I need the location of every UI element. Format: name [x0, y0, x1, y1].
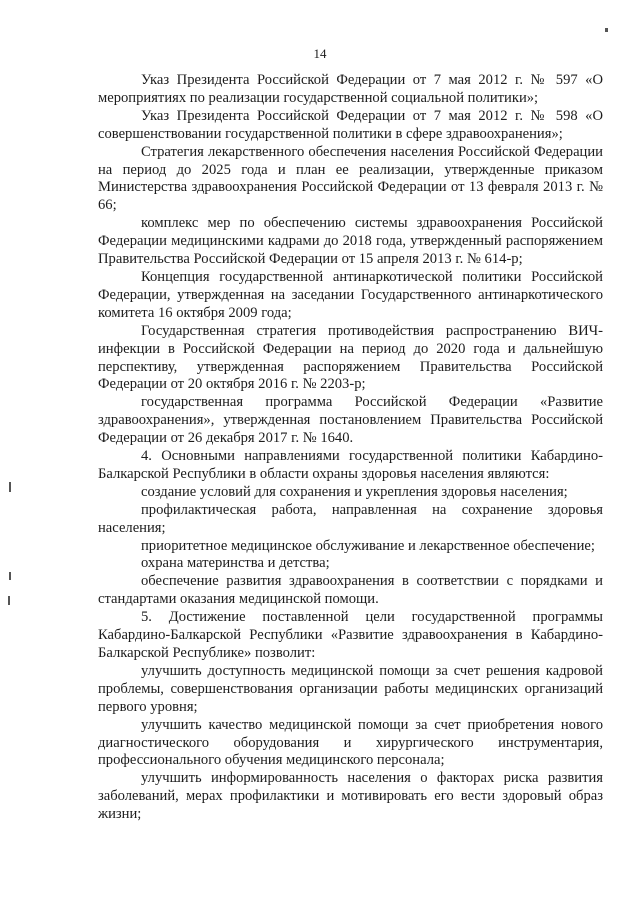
paragraph-goal-achievement: 5. Достижение поставленной цели государственной программы Кабардино-Балкарской Республики «Развитие здравоохранения в Кабардино-Балкарской Республике» позволит: [98, 609, 603, 661]
list-item-prevention: профилактическая работа, направленная на сохранение здоровья населения; [98, 501, 603, 536]
list-item-standards: обеспечение развития здравоохранения в соответствии с порядками и стандартами оказания медицинской помощи. [98, 573, 603, 608]
paragraph-state-program: государственная программа Российской Федерации «Развитие здравоохранения», утвержденная постановлением Правительства Российской Федерации от 26 декабря 2017 г. № 1640. [98, 394, 603, 447]
scan-mark [8, 596, 10, 605]
paragraph-decree-597: Указ Президента Российской Федерации от 7 мая 2012 г. № 597 «О мероприятиях по реализации государственной социальной политики»; [98, 72, 603, 106]
list-item-quality: улучшить качество медицинской помощи за счет приобретения нового диагностического оборудования и хирургического инструментария, профессионального обучения медицинского персонала; [98, 716, 603, 769]
page-number: 14 [313, 46, 327, 61]
paragraph-drug-strategy: Стратегия лекарственного обеспечения населения Российской Федерации на период до 2025 года и план ее реализации, утвержденные приказом Министерства здравоохранения Российской Федерации от 13 февраля 2013 г. № 66; [98, 143, 603, 214]
list-item-maternity: охрана материнства и детства; [141, 555, 330, 572]
paragraph-decree-598: Указ Президента Российской Федерации от 7 мая 2012 г. № 598 «О совершенствовании государственной политики в сфере здравоохранения»; [98, 107, 603, 142]
list-item-priority-care: приоритетное медицинское обслуживание и лекарственное обеспечение; [141, 537, 595, 554]
list-item-awareness: улучшить информированность населения о факторах риска развития заболеваний, мерах профилактики и мотивировать его вести здоровый образ жизни; [98, 770, 603, 823]
paragraph-antidrug-concept: Концепция государственной антинаркотической политики Российской Федерации, утвержденная на заседании Государственного антинаркотического комитета 16 октября 2009 года; [98, 268, 603, 321]
scan-mark [9, 572, 11, 580]
paragraph-hiv-strategy: Государственная стратегия противодействия распространению ВИЧ-инфекции в Российской Федерации на период до 2020 года и дальнейшую перспективу, утвержденная распоряжением Правительства Российской Федерации от 20 октября 2016 г. № 2203-р; [98, 322, 603, 393]
list-item-health-conditions: создание условий для сохранения и укрепления здоровья населения; [141, 483, 568, 500]
paragraph-policy-directions: 4. Основными направлениями государственной политики Кабардино-Балкарской Республики в области охраны здоровья населения являются: [98, 448, 603, 482]
scan-mark [9, 482, 11, 492]
paragraph-staffing-measures: комплекс мер по обеспечению системы здравоохранения Российской Федерации медицинскими кадрами до 2018 года, утвержденный распоряжением Правительства Российской Федерации от 15 апреля 2013 г. № 614-р; [98, 215, 603, 268]
scan-mark [605, 28, 608, 32]
list-item-accessibility: улучшить доступность медицинской помощи за счет решения кадровой проблемы, совершенствования организации работы медицинских организаций первого уровня; [98, 662, 603, 715]
document-body [98, 72, 603, 824]
